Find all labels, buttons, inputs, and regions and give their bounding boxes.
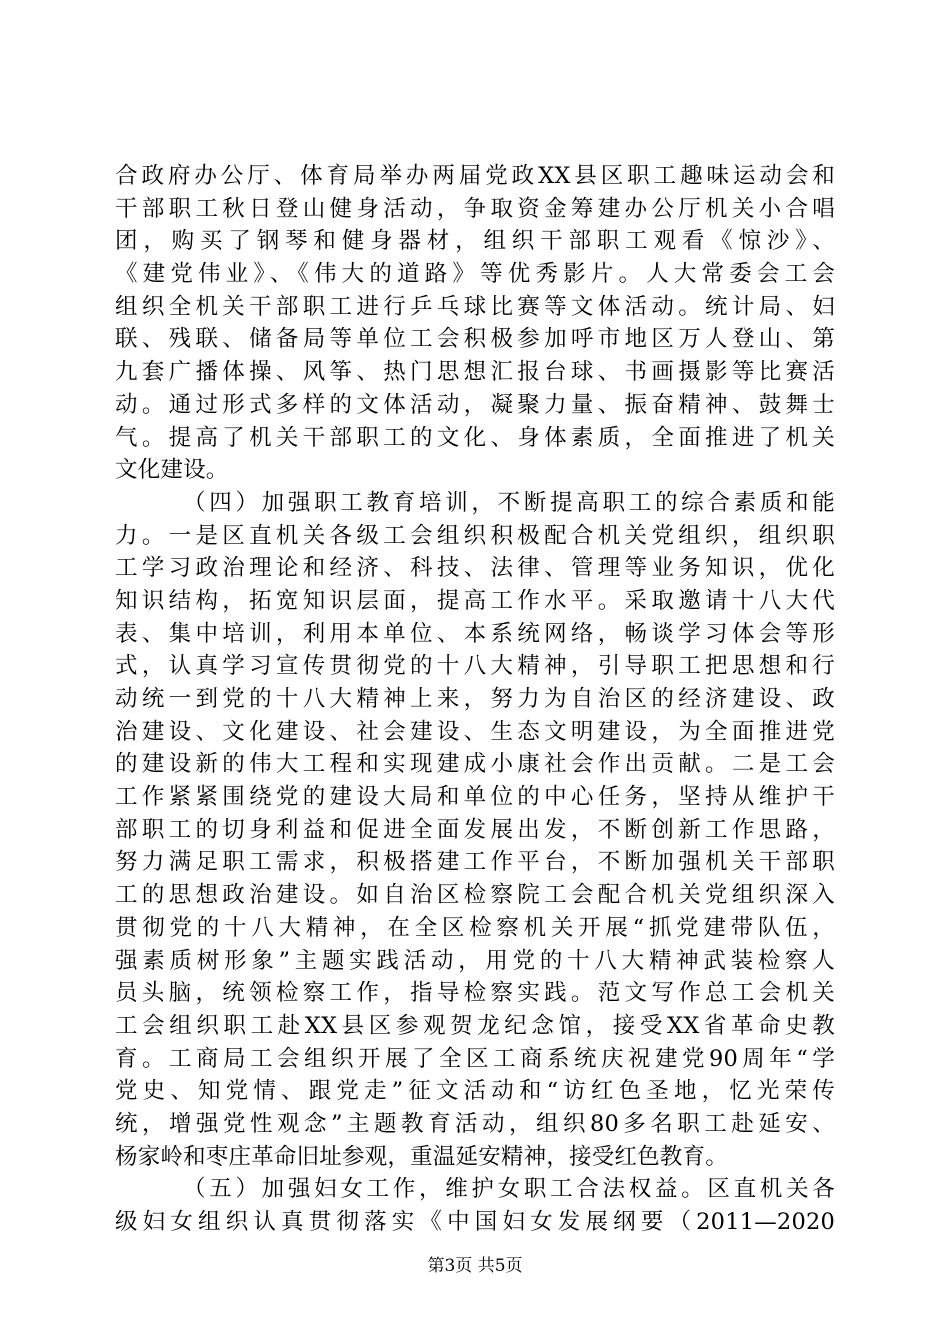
text-line: 动。通过形式多样的文体活动，凝聚力量、振奋精神、鼓舞士 bbox=[115, 391, 835, 418]
text-line: 统，增强党性观念”主题教育活动，组织80多名职工赴延安、 bbox=[115, 1110, 835, 1137]
text-line: 级妇女组织认真贯彻落实《中国妇女发展纲要（2011—2020 bbox=[115, 1209, 835, 1235]
text-line: 《建党伟业》、《伟大的道路》等优秀影片。人大常委会工会 bbox=[115, 261, 835, 288]
text-line: 工的思想政治建设。如自治区检察院工会配合机关党组织深入 bbox=[115, 882, 835, 909]
text-line: 文化建设。 bbox=[115, 457, 229, 484]
text-line: 贯彻党的十八大精神，在全区检察机关开展“抓党建带队伍， bbox=[115, 914, 835, 941]
text-line: 的建设新的伟大工程和实现建成小康社会作出贡献。二是工会 bbox=[115, 751, 835, 778]
text-line: 党史、知党情、跟党走”征文活动和“访红色圣地，忆光荣传 bbox=[115, 1078, 835, 1105]
page-number-footer: 第3页 共5页 bbox=[427, 1256, 523, 1276]
text-line: 组织全机关干部职工进行乒乓球比赛等文体活动。统计局、妇 bbox=[115, 293, 835, 320]
text-line: 式，认真学习宣传贯彻党的十八大精神，引导职工把思想和行 bbox=[115, 653, 835, 680]
text-line: 气。提高了机关干部职工的文化、身体素质，全面推进了机关 bbox=[115, 424, 835, 451]
text-line: 工作紧紧围绕党的建设大局和单位的中心任务，坚持从维护干 bbox=[115, 784, 835, 811]
text-line: 工学习政治理论和经济、科技、法律、管理等业务知识，优化 bbox=[115, 555, 835, 582]
text-line: 动统一到党的十八大精神上来，努力为自治区的经济建设、政 bbox=[115, 686, 835, 712]
text-line: 联、残联、储备局等单位工会积极参加呼市地区万人登山、第 bbox=[115, 326, 835, 353]
text-line: 合政府办公厅、体育局举办两届党政XX县区职工趣味运动会和 bbox=[115, 163, 835, 189]
text-line: 部职工的切身利益和促进全面发展出发，不断创新工作思路， bbox=[115, 816, 835, 843]
text-line: 强素质树形象”主题实践活动，用党的十八大精神武装检察人 bbox=[115, 947, 835, 974]
text-line: 力。一是区直机关各级工会组织积极配合机关党组织，组织职 bbox=[115, 522, 835, 549]
text-line: 工会组织职工赴XX县区参观贺龙纪念馆，接受XX省革命史教 bbox=[115, 1012, 835, 1039]
text-line: 治建设、文化建设、社会建设、生态文明建设，为全面推进党 bbox=[115, 718, 835, 745]
text-line: 团，购买了钢琴和健身器材，组织干部职工观看《惊沙》、 bbox=[115, 228, 835, 255]
text-line: 表、集中培训，利用本单位、本系统网络，畅谈学习体会等形 bbox=[115, 620, 835, 647]
text-line: 员头脑，统领检察工作，指导检察实践。范文写作总工会机关 bbox=[115, 980, 835, 1007]
text-line: 努力满足职工需求，积极搭建工作平台，不断加强机关干部职 bbox=[115, 849, 835, 876]
text-line: 知识结构，拓宽知识层面，提高工作水平。采取邀请十八大代 bbox=[115, 587, 835, 614]
text-line: 育。工商局工会组织开展了全区工商系统庆祝建党90周年“学 bbox=[115, 1045, 835, 1072]
text-line: 杨家岭和枣庄革命旧址参观，重温延安精神，接受红色教育。 bbox=[115, 1143, 728, 1170]
text-line: 九套广播体操、风筝、热门思想汇报台球、书画摄影等比赛活 bbox=[115, 359, 835, 386]
text-line: 干部职工秋日登山健身活动，争取资金筹建办公厅机关小合唱 bbox=[115, 195, 835, 222]
document-body bbox=[115, 160, 835, 1239]
paragraph-first-line: （四）加强职工教育培训，不断提高职工的综合素质和能 bbox=[183, 489, 835, 516]
paragraph-first-line: （五）加强妇女工作，维护女职工合法权益。区直机关各 bbox=[183, 1176, 835, 1203]
